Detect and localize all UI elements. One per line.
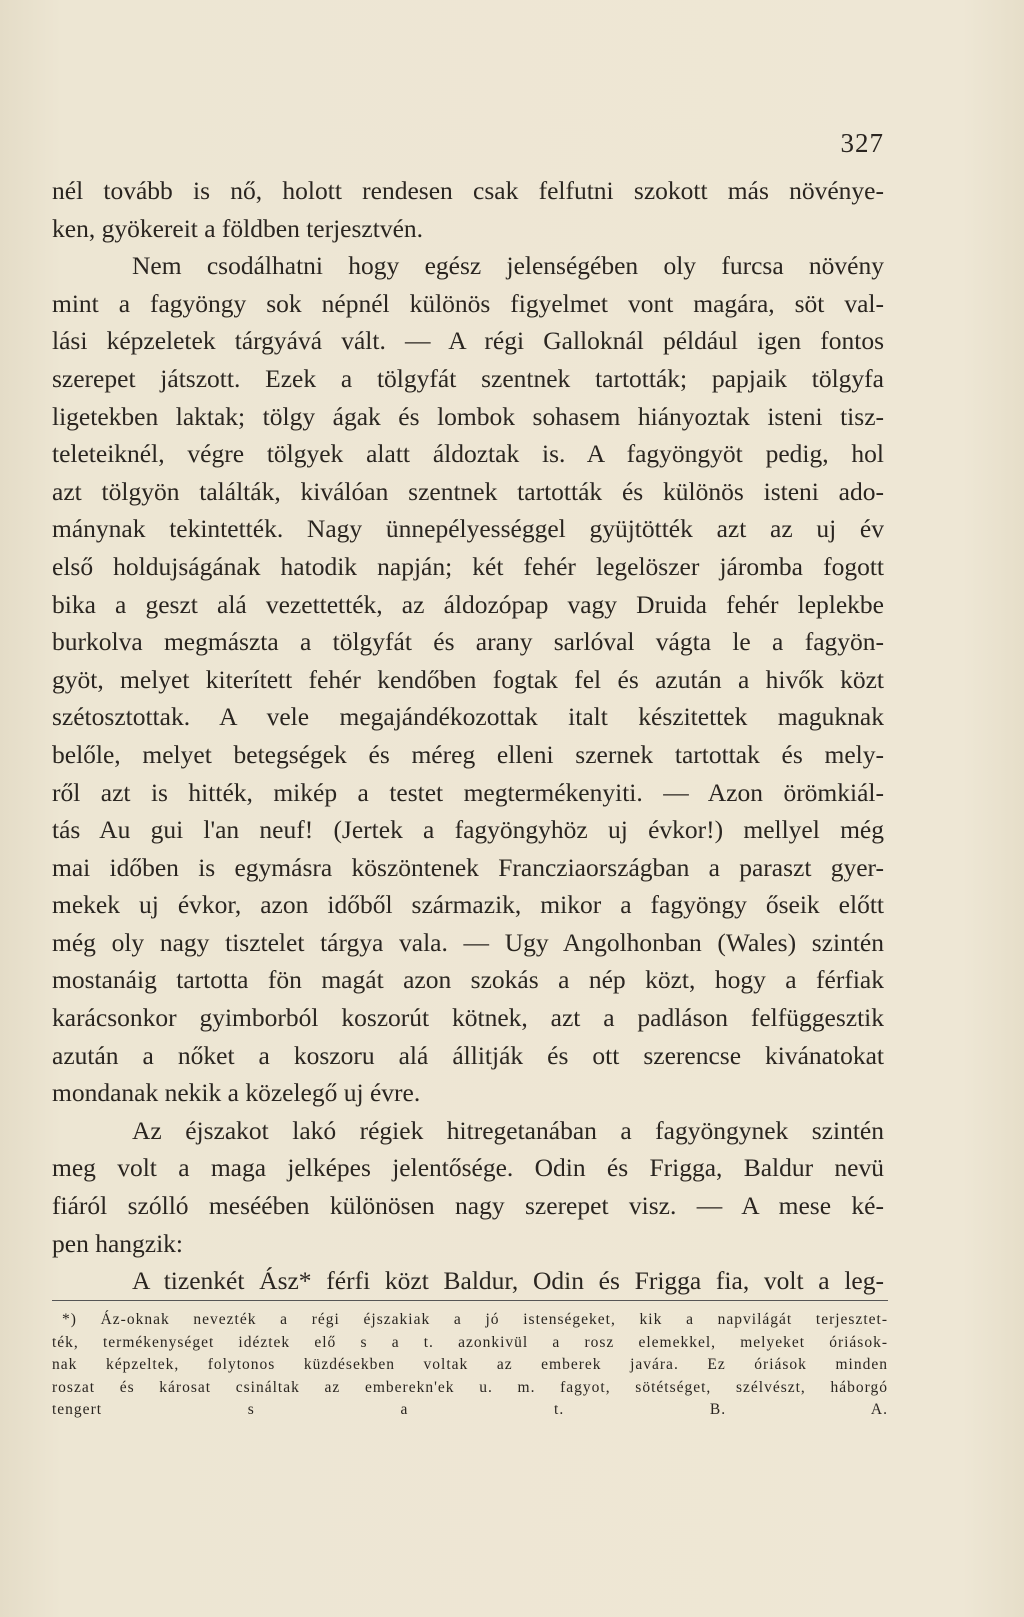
- text-line: tás Au gui l'an neuf! (Jertek a fagyöngyhöz uj évkor!) mellyel még: [52, 815, 884, 845]
- text-line: szerepet játszott. Ezek a tölgyfát szentnek tartották; papjaik tölgyfa: [52, 363, 884, 393]
- text-line: ken, gyökereit a földben terjesztvén.: [52, 213, 424, 243]
- body-text: [52, 172, 884, 1300]
- footnote-line: nak képzeltek, folytonos küzdésekben voltak az emberek javára. Ez óriások minden: [52, 1356, 888, 1374]
- text-line: belőle, melyet betegségek és méreg elleni szernek tartottak és mely-: [52, 739, 884, 769]
- text-line: még oly nagy tisztelet tárgya vala. — Ugy Angolhonban (Wales) szintén: [52, 927, 884, 957]
- footnote: [52, 1300, 888, 1422]
- text-line: mint a fagyöngy sok népnél különös figyelmet vont magára, söt val-: [52, 288, 884, 318]
- text-line: Nem csodálhatni hogy egész jelenségében oly furcsa növény: [132, 251, 884, 281]
- text-line: lási képzeletek tárgyává vált. — A régi Galloknál például igen fontos: [52, 326, 884, 356]
- text-line: fiáról szólló meséében különösen nagy szerepet visz. — A mese ké-: [52, 1191, 884, 1221]
- footnote-line: *) Áz-oknak nevezték a régi éjszakiak a jó istenségeket, kik a napvilágát terjesztet-: [62, 1311, 888, 1328]
- text-line: Az éjszakot lakó régiek hitregetanában a fagyöngynek szintén: [132, 1115, 884, 1145]
- text-line: mostanáig tartotta fön magát azon szokás a nép közt, hogy a férfiak: [52, 965, 884, 995]
- footnote-line: roszat és károsat csináltak az emberekn'ek u. m. fagyot, sötétséget, szélvészt, háborgó: [52, 1378, 888, 1396]
- text-line: mánynak tekintették. Nagy ünnepélyességgel gyüjtötték azt az uj év: [52, 514, 884, 544]
- footnote-line: ték, termékenységet idéztek elő s a t. azonkivül a rosz elemekkel, melyeket óriások-: [52, 1333, 888, 1351]
- text-line: burkolva megmászta a tölgyfát és arany sarlóval vágta le a fagyön-: [52, 627, 884, 657]
- text-line: ről azt is hitték, mikép a testet megtermékenyiti. — Azon örömkiál-: [52, 777, 884, 807]
- text-line: A tizenkét Ász* férfi közt Baldur, Odin és Frigga fia, volt a leg-: [132, 1266, 884, 1296]
- footnote-line: tengert s a t. B. A.: [52, 1401, 888, 1419]
- text-line: azután a nőket a koszoru alá állitják és ott szerencse kivánatokat: [52, 1040, 884, 1070]
- text-line: pen hangzik:: [52, 1228, 183, 1258]
- text-line: gyöt, melyet kiterített fehér kendőben fogtak fel és azután a hivők közt: [52, 664, 884, 694]
- text-line: mai időben is egymásra köszöntenek Francziaországban a paraszt gyer-: [52, 852, 884, 882]
- text-line: első holdujságának hatodik napján; két fehér legelöszer járomba fogott: [52, 551, 884, 581]
- text-line: bika a geszt alá vezettették, az áldozópap vagy Druida fehér leplekbe: [52, 589, 884, 619]
- text-line: azt tölgyön találták, kiválóan szentnek tartották és különös isteni ado-: [52, 476, 884, 506]
- page-number: 327: [840, 128, 884, 158]
- text-line: nél tovább is nő, holott rendesen csak felfutni szokott más növénye-: [52, 176, 884, 205]
- text-line: ligetekben laktak; tölgy ágak és lombok sohasem hiányoztak isteni tisz-: [52, 401, 884, 431]
- text-line: meg volt a maga jelképes jelentősége. Odin és Frigga, Baldur nevü: [52, 1153, 884, 1183]
- text-line: teleteiknél, végre tölgyek alatt áldoztak is. A fagyöngyöt pedig, hol: [52, 439, 884, 469]
- text-line: mekek uj évkor, azon időből származik, mikor a fagyöngy őseik előtt: [52, 890, 884, 920]
- text-line: mondanak nekik a közelegő uj évre.: [52, 1078, 421, 1108]
- text-line: szétosztottak. A vele megajándékozottak italt készitettek maguknak: [52, 702, 884, 732]
- text-line: karácsonkor gyimborból koszorút kötnek, azt a padláson felfüggesztik: [52, 1003, 884, 1033]
